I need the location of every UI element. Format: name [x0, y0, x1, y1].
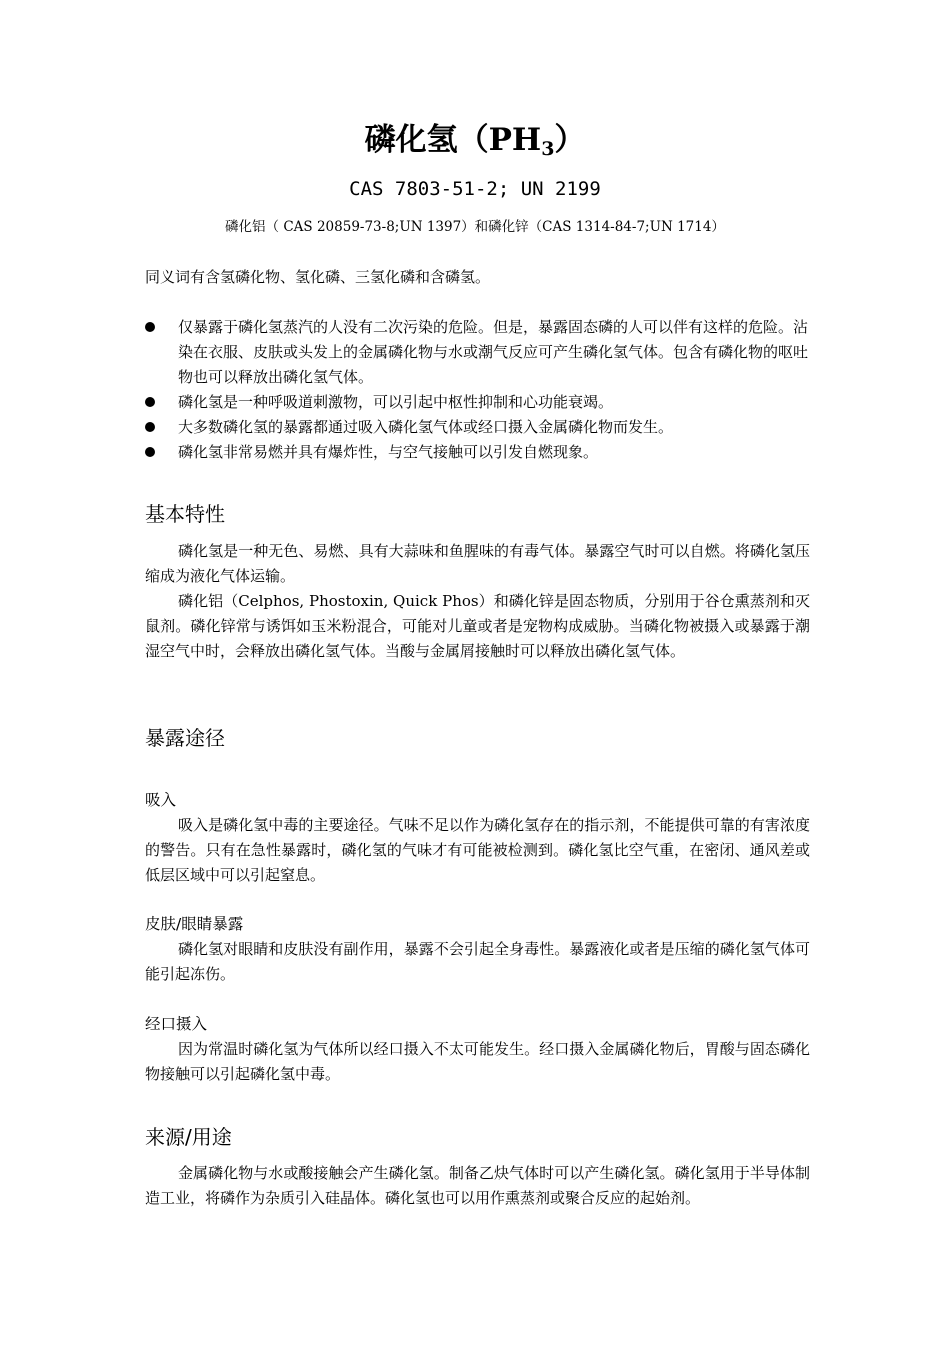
key-point-item: 磷化氢非常易燃并具有爆炸性，与空气接触可以引发自燃现象。 [145, 440, 810, 465]
subheading-skin-eye: 皮肤/眼睛暴露 [145, 915, 244, 933]
title-closing-paren: ） [554, 122, 586, 158]
sources-uses-paragraph: 金属磷化物与水或酸接触会产生磷化氢。制备乙炔气体时可以产生磷化氢。磷化氢用于半导体制造工业，将磷作为杂质引入硅晶体。磷化氢也可以用作熏蒸剂或聚合反应的起始剂。 [145, 1164, 810, 1207]
related-compounds-line: 磷化铝（ CAS 20859-73-8;UN 1397）和磷化锌（CAS 1314-84-7;UN 1714） [225, 219, 725, 235]
key-point-item: 大多数磷化氢的暴露都通过吸入磷化氢气体或经口摄入金属磷化物而发生。 [145, 415, 810, 440]
subheading-oral: 经口摄入 [145, 1015, 208, 1033]
skin-eye-paragraph: 磷化氢对眼睛和皮肤没有副作用，暴露不会引起全身毒性。暴露液化或者是压缩的磷化氢气体可能引起冻伤。 [145, 940, 810, 983]
key-points-list [145, 315, 810, 465]
key-point-item: 磷化氢是一种呼吸道刺激物，可以引起中枢性抑制和心功能衰竭。 [145, 390, 810, 415]
oral-paragraph: 因为常温时磷化氢为气体所以经口摄入不太可能发生。经口摄入金属磷化物后，胃酸与固态磷化物接触可以引起磷化氢中毒。 [145, 1040, 810, 1083]
section-heading-exposure-routes: 暴露途径 [145, 726, 225, 750]
synonyms-text: 同义词有含氢磷化物、氢化磷、三氢化磷和含磷氢。 [145, 268, 491, 286]
document-title [145, 119, 805, 161]
title-subscript: 3 [541, 138, 555, 160]
inhalation-paragraph: 吸入是磷化氢中毒的主要途径。气味不足以作为磷化氢存在的指示剂，不能提供可靠的有害浓度的警告。只有在急性暴露时，磷化氢的气味才有可能被检测到。磷化氢比空气重，在密闭、通风差或低层区域中可以引起窒息。 [145, 816, 810, 884]
section-heading-basic-properties: 基本特性 [145, 502, 225, 526]
basic-properties-paragraph: 磷化氢是一种无色、易燃、具有大蒜味和鱼腥味的有毒气体。暴露空气时可以自燃。将磷化氢压缩成为液化气体运输。 [145, 542, 810, 585]
section-heading-sources-uses: 来源/用途 [145, 1125, 232, 1149]
subheading-inhalation: 吸入 [145, 791, 177, 809]
basic-properties-paragraph: 磷化铝（Celphos, Phostoxin, Quick Phos）和磷化锌是固态物质，分别用于谷仓熏蒸剂和灭鼠剂。磷化锌常与诱饵如玉米粉混合，可能对儿童或者是宠物构成威胁。当磷化物被摄入或暴露于潮湿空气中时，会释放出磷化氢气体。当酸与金属屑接触时可以释放出磷化氢气体。 [145, 592, 810, 660]
title-text: 磷化氢（PH [364, 122, 542, 158]
cas-number-line: CAS 7803-51-2; UN 2199 [349, 178, 601, 200]
key-point-item: 仅暴露于磷化氢蒸汽的人没有二次污染的危险。但是，暴露固态磷的人可以伴有这样的危险。沾染在衣服、皮肤或头发上的金属磷化物与水或潮气反应可产生磷化氢气体。包含有磷化物的呕吐物也可以释放出磷化氢气体。 [145, 315, 810, 390]
